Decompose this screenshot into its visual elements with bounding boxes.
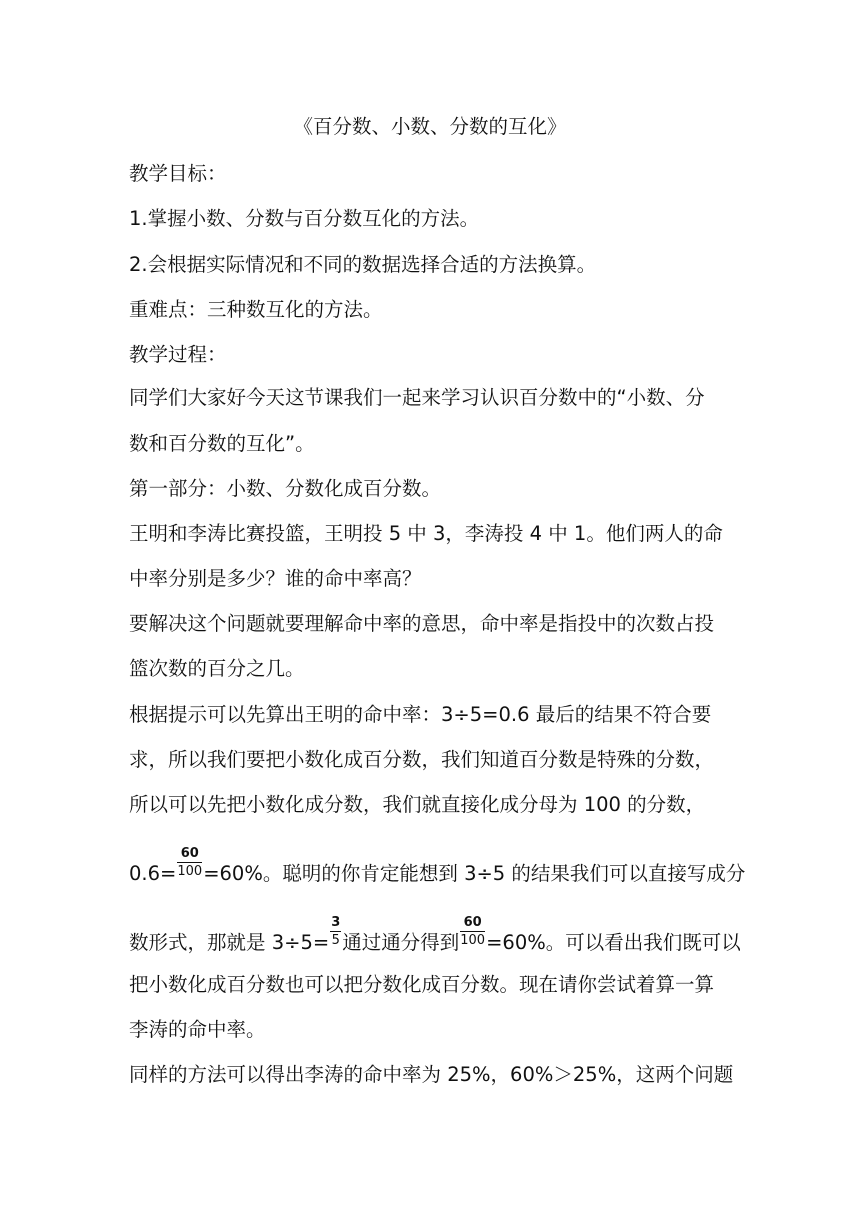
fraction-denominator: 100 [460, 933, 486, 948]
fraction-numerator: 60 [177, 846, 202, 863]
paragraph-line: 所以可以先把小数化成分数，我们就直接化成分母为 100 的分数， [129, 793, 706, 816]
paragraph-line: 要解决这个问题就要理解命中率的意思，命中率是指投中的次数占投 [129, 612, 715, 635]
paragraph-line: 教学过程： [129, 343, 227, 366]
fraction [330, 915, 341, 948]
paragraph-line: 同学们大家好今天这节课我们一起来学习认识百分数中的“小数、分 [129, 386, 705, 409]
paragraph-line: 王明和李涛比赛投篮，王明投 5 中 3，李涛投 4 中 1。他们两人的命 [129, 522, 723, 545]
paragraph-line: 数和百分数的互化”。 [129, 432, 315, 455]
paragraph-line: 2.会根据实际情况和不同的数据选择合适的方法换算。 [129, 253, 597, 276]
paragraph-line: 求，所以我们要把小数化成百分数，我们知道百分数是特殊的分数， [129, 748, 715, 771]
paragraph-line: 篮次数的百分之几。 [129, 657, 305, 680]
paragraph-line: 中率分别是多少？谁的命中率高？ [129, 567, 422, 590]
text-segment: 数形式，那就是 3÷5= [129, 931, 330, 954]
fraction-numerator: 60 [460, 915, 485, 932]
fraction [177, 846, 202, 879]
text-segment: =60%。聪明的你肯定能想到 3÷5 的结果我们可以直接写成分 [203, 862, 746, 885]
fraction-denominator: 100 [177, 864, 203, 879]
paragraph-line: 1.掌握小数、分数与百分数互化的方法。 [129, 207, 480, 230]
fraction [460, 915, 485, 948]
document-title: 《百分数、小数、分数的互化》 [293, 115, 567, 138]
fraction-denominator: 5 [331, 933, 340, 948]
text-segment: 通过通分得到 [342, 931, 460, 954]
paragraph-line: 把小数化成百分数也可以把分数化成百分数。现在请你尝试着算一算 [129, 973, 715, 996]
text-segment: =60%。可以看出我们既可以 [486, 931, 741, 954]
paragraph-line: 教学目标： [129, 162, 227, 185]
paragraph-line: 重难点：三种数互化的方法。 [129, 298, 383, 321]
fraction-numerator: 3 [331, 915, 341, 930]
paragraph-line: 第一部分：小数、分数化成百分数。 [129, 477, 442, 500]
paragraph-line: 根据提示可以先算出王明的命中率：3÷5=0.6 最后的结果不符合要 [129, 703, 712, 726]
text-segment: 0.6= [129, 862, 177, 885]
paragraph-line-with-fraction [129, 846, 746, 891]
paragraph-line: 李涛的命中率。 [129, 1018, 266, 1041]
paragraph-line-with-fractions [129, 915, 741, 960]
paragraph-line: 同样的方法可以得出李涛的命中率为 25%，60%＞25%，这两个问题 [129, 1063, 734, 1086]
